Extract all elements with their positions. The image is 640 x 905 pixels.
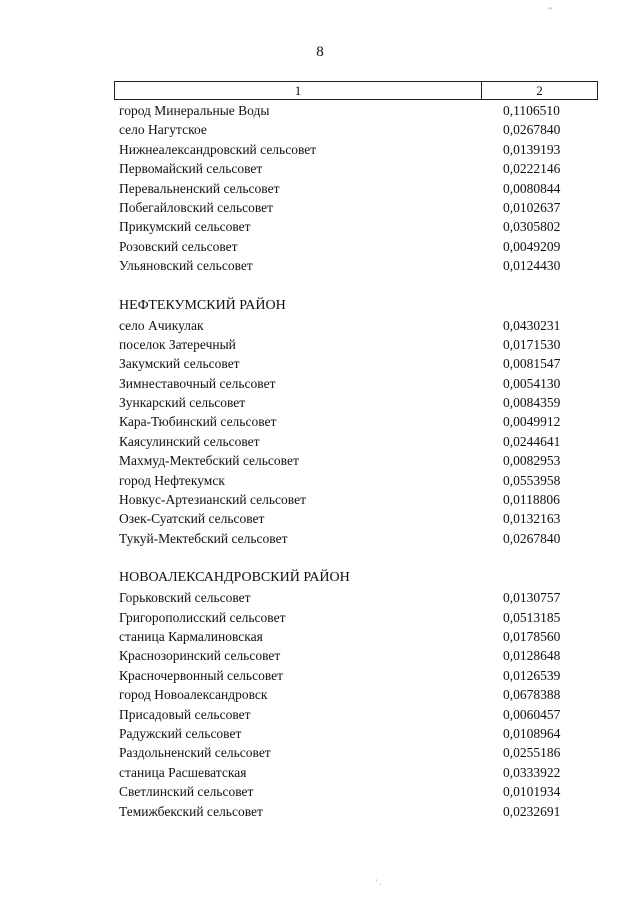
settlement-name: Григорополисский сельсовет [119,609,286,625]
table-row [0,354,640,373]
table-row [0,432,640,451]
page-number: 8 [316,44,324,60]
table-row [0,490,640,509]
coefficient-value: 0,0124430 [503,258,561,274]
settlement-name: Зункарский сельсовет [119,395,246,411]
coefficient-value: 0,0101934 [503,784,561,800]
table-row [0,179,640,198]
settlement-name: Тукуй-Мектебский сельсовет [119,530,288,546]
coefficient-value: 0,0128648 [503,648,561,664]
table-header [114,81,598,100]
district-title: НЕФТЕКУМСКИЙ РАЙОН [119,297,286,313]
coefficient-value: 0,0267840 [503,530,561,546]
coefficient-value: 0,0132163 [503,511,561,527]
coefficient-value: 0,0049209 [503,238,561,254]
coefficient-value: 0,0049912 [503,414,561,430]
coefficient-value: 0,0553958 [503,472,561,488]
coefficient-value: 0,0513185 [503,609,561,625]
district-title: НОВОАЛЕКСАНДРОВСКИЙ РАЙОН [119,570,350,586]
settlement-name: Каясулинский сельсовет [119,433,260,449]
table-row [0,217,640,236]
table-row [0,608,640,627]
settlement-name: Радужский сельсовет [119,725,242,741]
coefficient-value: 0,0171530 [503,336,561,352]
district-heading [0,568,640,588]
section-gap [0,548,640,568]
settlement-name: Зимнеставочный сельсовет [119,375,276,391]
table-row [0,335,640,354]
settlement-name: Нижнеалександровский сельсовет [119,141,317,157]
table-row [0,316,640,335]
coefficient-value: 0,0060457 [503,706,561,722]
coefficient-value: 0,0080844 [503,180,561,196]
coefficient-value: 0,0178560 [503,628,561,644]
table-row [0,237,640,256]
coefficient-value: 0,0108964 [503,725,561,741]
coefficient-value: 0,0130757 [503,590,561,606]
coefficient-value: 0,0333922 [503,764,561,780]
settlement-name: Махмуд-Мектебский сельсовет [119,453,299,469]
table-row [0,588,640,607]
coefficient-value: 0,0082953 [503,453,561,469]
table-row [0,198,640,217]
settlement-name: Горьковский сельсовет [119,590,251,606]
settlement-name: Темижбекский сельсовет [119,803,263,819]
table-row [0,140,640,159]
table-row [0,159,640,178]
coefficient-value: 0,0054130 [503,375,561,391]
settlement-name: Ульяновский сельсовет [119,258,253,274]
table-row [0,705,640,724]
settlement-name: Первомайский сельсовет [119,161,263,177]
table-row [0,509,640,528]
settlement-name: Краснозоринский сельсовет [119,648,281,664]
table-row [0,646,640,665]
table-row [0,451,640,470]
coefficient-value: 0,0255186 [503,745,561,761]
settlement-name: поселок Затеречный [119,336,236,352]
table-row [0,529,640,548]
settlement-name: Озек-Суатский сельсовет [119,511,265,527]
table-row [0,763,640,782]
section-gap [0,276,640,296]
coefficient-value: 0,0244641 [503,433,561,449]
coefficient-value: 0,0305802 [503,219,561,235]
coefficient-value: 0,0222146 [503,161,561,177]
table-row [0,101,640,120]
header-column-2: 2 [536,83,543,98]
scan-mark: ''' [548,6,553,15]
settlement-name: Раздольненский сельсовет [119,745,271,761]
settlement-name: Побегайловский сельсовет [119,199,274,215]
coefficient-value: 0,0084359 [503,395,561,411]
settlement-name: Перевальненский сельсовет [119,180,280,196]
coefficient-value: 0,0102637 [503,199,561,215]
table-row [0,412,640,431]
settlement-name: город Минеральные Воды [119,103,270,118]
settlement-name: село Ачикулак [119,317,204,333]
table-body [0,101,640,821]
coefficient-value: 0,0232691 [503,803,561,819]
coefficient-value: 0,0267840 [503,122,561,138]
table-row [0,685,640,704]
table-row [0,374,640,393]
coefficient-value: 0,0081547 [503,356,561,372]
coefficient-value: 0,0139193 [503,141,561,157]
table-row [0,471,640,490]
settlement-name: станица Расшеватская [119,764,247,780]
settlement-name: Розовский сельсовет [119,238,238,254]
settlement-name: Закумский сельсовет [119,356,240,372]
settlement-name: Красночервонный сельсовет [119,667,284,683]
coefficient-value: 0,0118806 [503,492,560,508]
settlement-name: город Нефтекумск [119,472,225,488]
settlement-name: Кара-Тюбинский сельсовет [119,414,277,430]
table-row [0,724,640,743]
coefficient-value: 0,0126539 [503,667,561,683]
table-row [0,666,640,685]
table-row [0,802,640,821]
header-column-1: 1 [115,82,482,99]
coefficient-value: 0,1106510 [503,103,560,118]
scan-mark: ' . [376,878,382,887]
settlement-name: село Нагутское [119,122,207,138]
settlement-name: город Новоалександровск [119,687,268,703]
coefficient-value: 0,0678388 [503,687,561,703]
settlement-name: Новкус-Артезианский сельсовет [119,492,306,508]
settlement-name: Светлинский сельсовет [119,784,254,800]
district-heading [0,296,640,316]
table-row [0,782,640,801]
settlement-name: Прикумский сельсовет [119,219,251,235]
settlement-name: станица Кармалиновская [119,628,263,644]
table-row [0,120,640,139]
table-row [0,743,640,762]
settlement-name: Присадовый сельсовет [119,706,251,722]
table-row [0,256,640,275]
coefficient-value: 0,0430231 [503,317,561,333]
table-row [0,627,640,646]
table-row [0,393,640,412]
